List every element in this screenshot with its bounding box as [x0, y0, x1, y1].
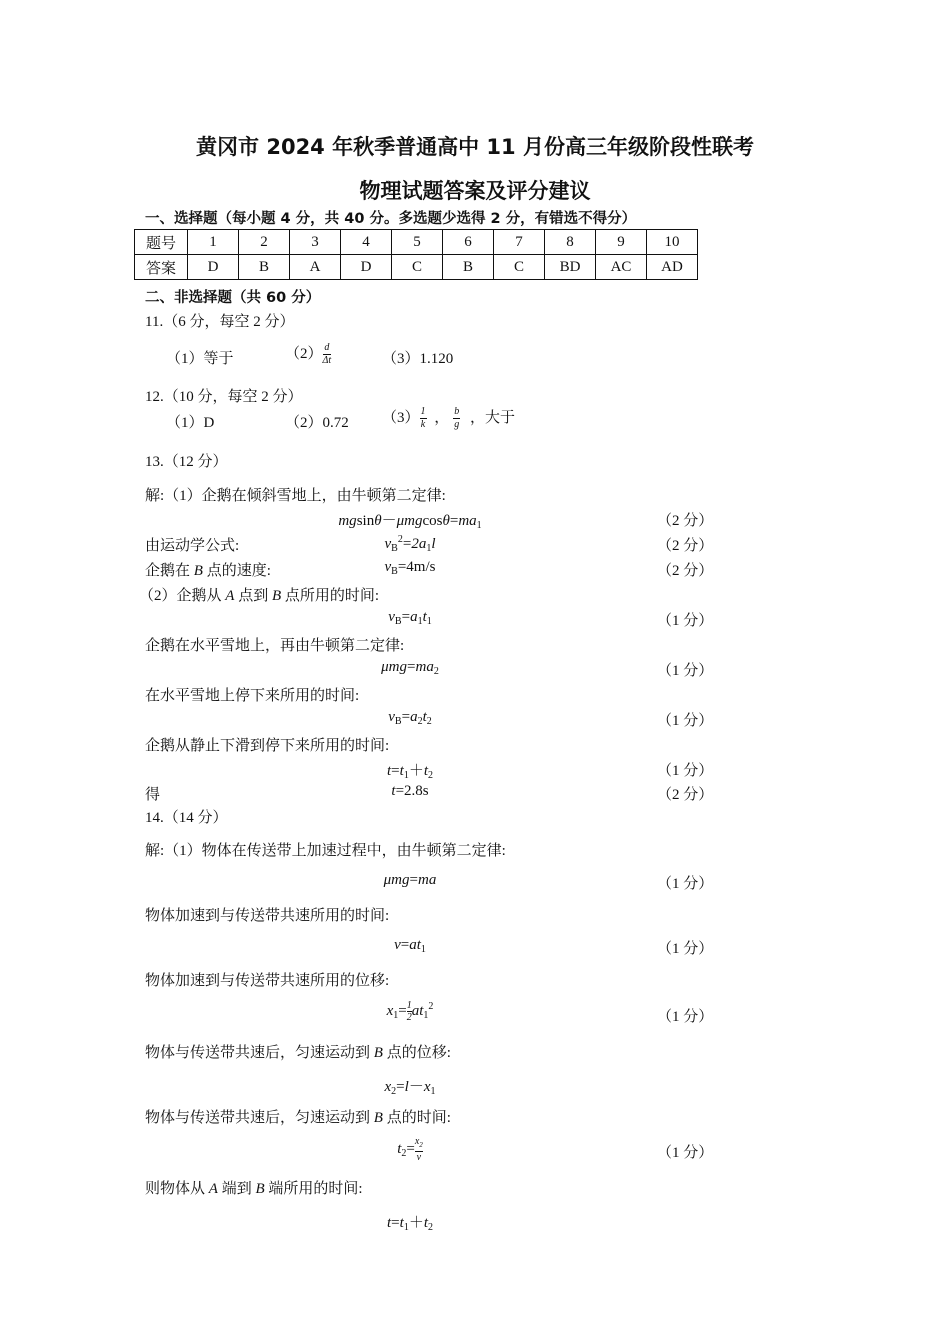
- q14-equation-5: $t_2=$ $\frac{x_2}{v}$: [397, 1136, 423, 1163]
- q13-equation-8: t=2.8s: [391, 783, 429, 799]
- q12-answer-3: [382, 406, 515, 431]
- table-row: [135, 230, 698, 255]
- q13-line: 在水平雪地上停下来所用的时间:: [145, 688, 360, 704]
- fraction-numerator: b: [454, 406, 460, 418]
- fraction-denominator: g: [454, 419, 460, 431]
- q13-equation-6: $v_B=a_2t_2$: [388, 709, 432, 727]
- score-label: （2 分）: [657, 787, 714, 803]
- q14-line: 物体与传送带共速后，匀速运动到 B 点的位移:: [145, 1045, 451, 1061]
- q12-answer-2: （2）0.72: [285, 415, 349, 431]
- score-label: （2 分）: [657, 538, 714, 554]
- table-cell: 5: [392, 230, 443, 255]
- table-cell: B: [239, 255, 290, 280]
- fraction-numerator: d: [324, 342, 330, 354]
- fraction: [420, 406, 427, 431]
- section-nonchoice-heading: 二、非选择题（共 60 分）: [145, 290, 321, 306]
- table-cell: 2: [239, 230, 290, 255]
- score-label: （1 分）: [657, 613, 714, 629]
- q14-line: 物体加速到与传送带共速所用的位移:: [145, 973, 390, 989]
- table-cell: A: [290, 255, 341, 280]
- q14-heading: 14.（14 分）: [145, 810, 228, 826]
- q14-line: 则物体从 A 端到 B 端所用的时间:: [145, 1181, 363, 1197]
- table-cell: BD: [545, 255, 596, 280]
- q13-equation-7: $t=t_1+t_2$: [387, 763, 433, 781]
- q14-equation-3: $x_1=$ $\frac{1}{2}$ $at_1^2$: [386, 1000, 434, 1023]
- q12-answer-3-prefix: （3）: [382, 410, 420, 426]
- score-label: （1 分）: [657, 763, 714, 779]
- score-label: （1 分）: [657, 876, 714, 892]
- q13-equation-4: $v_B=a_1t_1$: [388, 609, 432, 627]
- table-cell: 9: [596, 230, 647, 255]
- score-label: （1 分）: [657, 1009, 714, 1025]
- table-row: [135, 255, 698, 280]
- q13-line: 企鹅在 B 点的速度:: [145, 563, 271, 579]
- q13-equation-1: $mgsin\theta-\mu mgcos\theta=ma_1$: [338, 513, 482, 531]
- fraction-numerator: 1: [420, 406, 426, 418]
- q11-answer-3: （3）1.120: [382, 351, 454, 367]
- q12-heading: 12.（10 分，每空 2 分）: [145, 389, 303, 405]
- table-cell: D: [341, 255, 392, 280]
- q14-line: 物体与传送带共速后，匀速运动到 B 点的时间:: [145, 1110, 451, 1126]
- q13-line: 企鹅在水平雪地上，再由牛顿第二定律:: [145, 638, 405, 654]
- q13-line: （2）企鹅从 A 点到 B 点所用的时间:: [139, 588, 380, 604]
- table-cell: C: [392, 255, 443, 280]
- table-cell: 8: [545, 230, 596, 255]
- score-label: （1 分）: [657, 713, 714, 729]
- score-label: （1 分）: [657, 663, 714, 679]
- page-title: 黄冈市 2024 年秋季普通高中 11 月份高三年级阶段性联考: [196, 135, 754, 159]
- q12-answer-3-tail: ，大于: [470, 410, 516, 426]
- table-cell: B: [443, 255, 494, 280]
- q11-heading: 11.（6 分，每空 2 分）: [145, 314, 295, 330]
- q11-answer-1: （1）等于: [166, 351, 234, 367]
- table-cell: 7: [494, 230, 545, 255]
- q14-equation-1: μmg=ma: [383, 872, 437, 888]
- table-cell: AD: [647, 255, 698, 280]
- score-label: （1 分）: [657, 941, 714, 957]
- table-cell: 6: [443, 230, 494, 255]
- fraction-denominator: Δt: [322, 355, 332, 367]
- q14-line: 物体加速到与传送带共速所用的时间:: [145, 908, 390, 924]
- table-cell: AC: [596, 255, 647, 280]
- q14-equation-6: $t=t_1+t_2$: [387, 1215, 433, 1233]
- q14-line: 解:（1）物体在传送带上加速过程中，由牛顿第二定律:: [145, 843, 506, 859]
- q14-equation-2: $v=at_1$: [394, 937, 426, 955]
- section-choice-heading: 一、选择题（每小题 4 分，共 40 分。多选题少选得 2 分，有错选不得分）: [145, 211, 637, 227]
- table-cell: 10: [647, 230, 698, 255]
- fraction: $\frac{x_2}{v}$: [414, 1136, 423, 1163]
- table-cell: 题号: [135, 230, 188, 255]
- table-cell: D: [188, 255, 239, 280]
- q13-line: 得: [145, 787, 161, 803]
- q12-answer-1: （1）D: [166, 415, 215, 431]
- fraction-denominator: k: [420, 419, 426, 431]
- separator: ，: [434, 410, 450, 426]
- table-cell: 1: [188, 230, 239, 255]
- q11-answer-2: [285, 342, 331, 367]
- q13-equation-2: $v_B^2=2a_1l$: [384, 534, 436, 554]
- table-cell: C: [494, 255, 545, 280]
- table-cell: 3: [290, 230, 341, 255]
- page-subtitle: 物理试题答案及评分建议: [359, 179, 591, 203]
- q13-line: 由运动学公式:: [145, 538, 240, 554]
- q13-equation-3: $v_B=4m/s$: [384, 559, 436, 577]
- answer-table: [134, 229, 698, 280]
- fraction: [453, 406, 460, 431]
- fraction: $\frac{1}{2}$: [406, 1000, 412, 1023]
- fraction: [323, 342, 332, 367]
- score-label: （2 分）: [657, 563, 714, 579]
- table-cell: 答案: [135, 255, 188, 280]
- q14-equation-4: $x_2=l-x_1$: [384, 1079, 436, 1097]
- q13-heading: 13.（12 分）: [145, 454, 228, 470]
- table-cell: 4: [341, 230, 392, 255]
- score-label: （2 分）: [657, 513, 714, 529]
- q13-equation-5: $\mu mg=ma_2$: [381, 659, 439, 677]
- q13-line: 解:（1）企鹅在倾斜雪地上，由牛顿第二定律:: [145, 488, 446, 504]
- q11-answer-2-prefix: （2）: [285, 346, 323, 362]
- score-label: （1 分）: [657, 1145, 714, 1161]
- q13-line: 企鹅从静止下滑到停下来所用的时间:: [145, 738, 390, 754]
